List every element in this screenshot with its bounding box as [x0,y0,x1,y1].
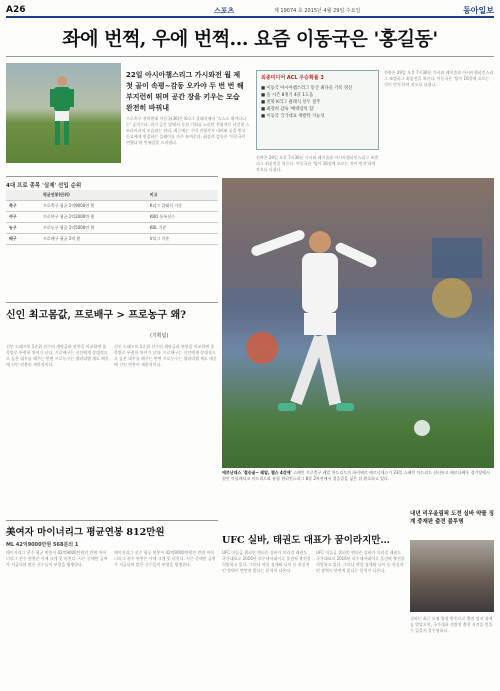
stats-box-item: ■ 이동국 아시아챔스리그 통산 최다골 기록 경신 [261,86,353,91]
table-title: 4대 프로 종목 '실제' 선입 순위 [6,183,82,189]
table-header-cell: 평균연봉(단위) [40,190,147,201]
article1-subhead: 22일 아시아챔스리그 가시와전 월 제 첫 골이 속평~감동 오카야 두 번 번 해 부지런히 뛰며 공간 장을 키우는 모습 완전히 바꿔내 [126,71,244,112]
photo-caption [222,470,494,481]
article3-tag: ML 42억9000만원 568분의 1 [6,542,79,548]
table-header-cell: 비고 [147,190,218,201]
newspaper-logo: 동아일보 [463,6,494,15]
table-cell: 프로농구 평균 1억5000만 원 [40,223,147,234]
article2-tag: (기획팀) [150,333,169,339]
stats-box-title: 최종미디어 ACL 우승확률 3 [261,75,324,81]
table-cell-sport: 농구 [6,223,40,234]
article1-tail: 전북은 29일 오후 7시30분 가시와 레이솔과 아시아챔피언스리그 조별리그 최종전을 치른다. 이동국은 '팀이 16강에 오르는 것이 먼저'라며 각오를 다졌다. [256,155,379,172]
table-cell: 프로야구 평균 1억2000만 원 [40,212,147,223]
photo-caption-text: 스페인 프로축구 레알 마드리드의 하비에르 에르난데스가 23일 스페인 마드리드 산티아고 베르나베우 경기장에서 열린 아틀레티코 마드리드와 유럽 챔피언스리그 8강 2차전에서 결승골을 넣은 뒤 환호하고 있다. [222,470,490,481]
salary-table [6,190,218,245]
table-header-cell [6,190,40,201]
article4-title: UFC 실바, 태권도 대표가 꿈이라지만… [222,535,390,546]
photo-caption-lead: 에르난데스 '결승골~ 레알, 챔스 4강에' [222,470,292,475]
article2-title: 신인 최고몸값, 프로배구 > 프로농구 왜? [6,310,187,321]
headline-divider [6,56,494,57]
soccer-photo [222,178,494,468]
section-divider [6,302,218,303]
article5-title: 내년 리우올림픽 도전 실바 약물 징계 중재판 출전 불투명 [410,511,494,525]
section-title: 스포츠 [214,7,235,15]
table-row [6,234,218,245]
stats-box [256,70,379,150]
article4-body: UFC 미들급 챔피언 앤더슨 실바가 브라질 태권도 국가대표로 2016년 리우데자네이루 올림픽 출전을 희망하고 있다. 그러나 약물 징계와 나이 등 현실적인 장벽이 만만치 않다는 분석이 나온다. [222,550,311,573]
article3-title: 美여자 마이너리그 평균연봉 812만원 [6,527,165,538]
article5-body: 실바는 최근 도핑 양성 반응으로 출전 정지 징계를 받았으며, 국가대표 선발전 출전 자격을 얻을 수 있을지 불투명하다. [410,616,493,633]
article1-body: 프로축구 전북현대 이동국(36)은 K리그 클래식에서 '스스로 뛰어다니는' 공격수다. 과거 골문 앞에서 득점 기회를 노리던 전형적인 타깃형 스트라이커의 모습과는 달리, 최근에는 수비 진영까지 내려와 공을 받고 동료에게 연결하는 플레이를 자주 보여준다. 최강희 감독은 '이동국이 변했다'며 만족감을 드러냈다. [126,116,250,145]
soccer-player-icon [222,178,494,468]
section-divider [6,520,218,521]
table-row [6,223,218,234]
stats-box-item: ■ 올 시즌 8경기 4골 1도움 [261,93,314,98]
table-header-row [6,190,218,201]
table-cell: K리그 클래식 기준 [147,201,218,212]
article1-continued: 전북은 29일 오후 7시30분 가시와 레이솔과 아시아챔피언스리그 조별리그 최종전을 치른다. 이동국은 '팀이 16강에 오르는 것이 먼저'라며 각오를 다졌다. [384,70,494,87]
player-photo [6,63,121,163]
table-row [6,212,218,223]
silva-photo [410,540,494,612]
section-divider [6,176,218,177]
table-row [6,201,218,212]
table-cell-sport: 배구 [6,234,40,245]
article2-body: 신인 드래프트 1순위 선수의 계약금과 연봉을 비교하면 종목별로 뚜렷한 차이가 난다. 프로배구는 신인에게 상대적으로 높은 대우를 해주는 반면 프로농구는 샐러리캡 제도 때문에 신인 연봉이 제한적이다. [6,344,109,367]
article3-body: 메이저리그 선수 평균 연봉이 42억9000만원인 반면 마이너리그 선수 연봉은 이에 크게 못 미친다. 시즌 중에만 급여가 지급되며 많은 선수들이 부업을 병행한다. [6,550,108,567]
table-cell-sport: 야구 [6,212,40,223]
main-headline: 좌에 번쩍, 우에 번쩍… 요즘 이동국은 '홍길동' [62,28,438,50]
article2-body-col2: 신인 드래프트 1순위 선수의 계약금과 연봉을 비교하면 종목별로 뚜렷한 차이가 난다. 프로배구는 신인에게 상대적으로 높은 대우를 해주는 반면 프로농구는 샐러리캡 제도 때문에 신인 연봉이 제한적이다. [114,344,217,367]
page-number: A26 [6,5,26,15]
stats-box-item: ■ 최강희 감독 '베테랑의 힘' [261,107,315,112]
table-cell: 프로배구 평균 1억 원 [40,234,147,245]
player-figure-icon [48,73,76,153]
table-cell: 프로축구 평균 1억9000만 원 [40,201,147,212]
stats-box-item: ■ 전북 K리그 클래식 선두 질주 [261,100,321,105]
masthead [6,4,494,18]
table-cell-sport: 축구 [6,201,40,212]
issue-date: 제 19074 호 2015년 4월 29일 수요일 [274,8,361,14]
table-cell: KBO 등록선수 [147,212,218,223]
stats-box-item: ■ 이동국 국가대표 재발탁 가능성 [261,114,325,119]
table-cell: KBL 기준 [147,223,218,234]
table-cell: V리그 기준 [147,234,218,245]
article3-body-col2: 메이저리그 선수 평균 연봉이 42억9000만원인 반면 마이너리그 선수 연봉은 이에 크게 못 미친다. 시즌 중에만 급여가 지급되며 많은 선수들이 부업을 병행한다. [114,550,216,567]
article4-body-col2: UFC 미들급 챔피언 앤더슨 실바가 브라질 태권도 국가대표로 2016년 리우데자네이루 올림픽 출전을 희망하고 있다. 그러나 약물 징계와 나이 등 현실적인 장벽이 만만치 않다는 분석이 나온다. [316,550,405,573]
